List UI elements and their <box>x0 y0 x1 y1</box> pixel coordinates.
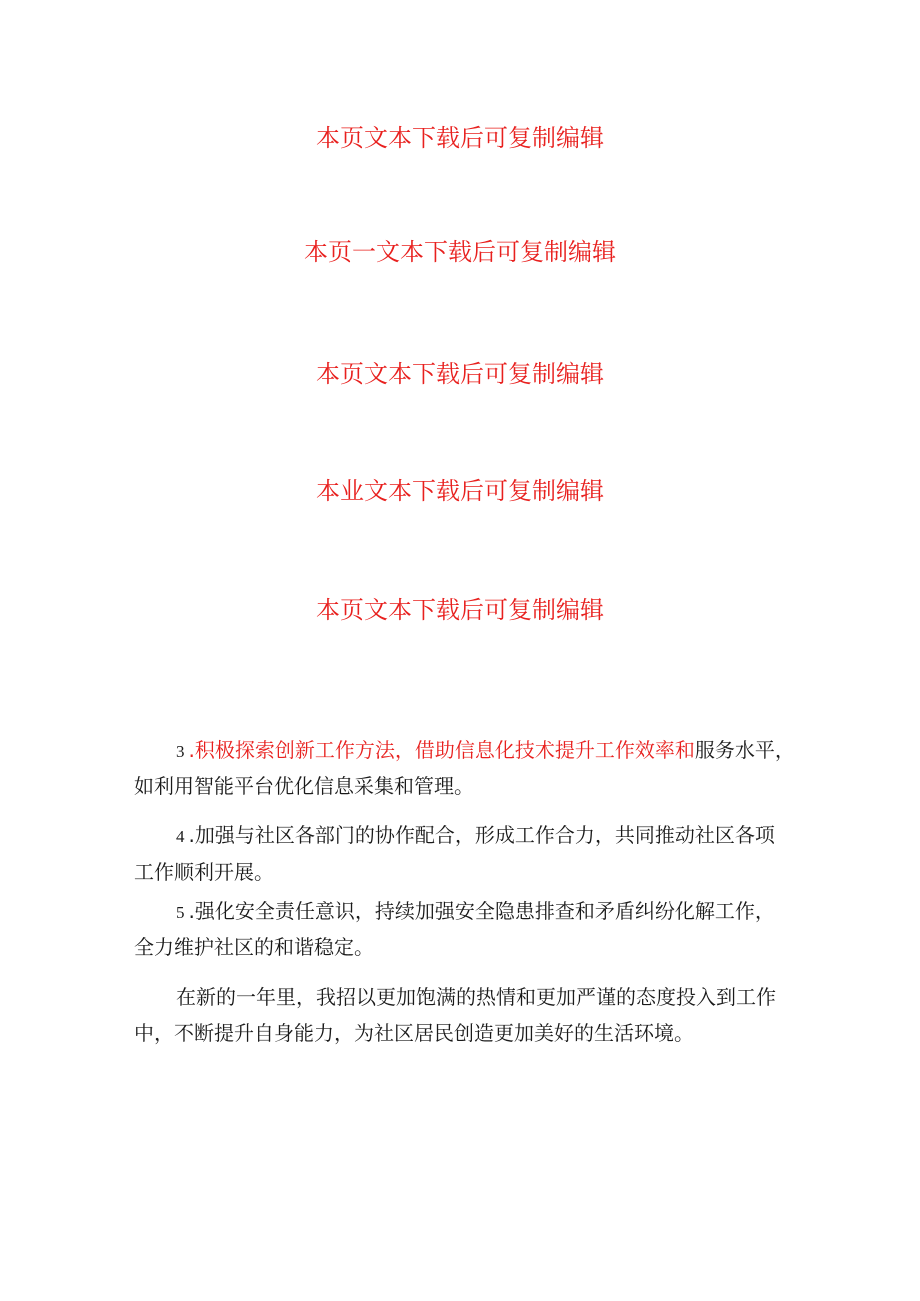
closing-line-2: 中，不断提升自身能力，为社区居民创造更加美好的生活环境。 <box>134 1021 694 1045</box>
item-5-text: .强化安全责任意识，持续加强安全隐患排查和矛盾纠纷化解工作， <box>188 899 775 923</box>
item-4-number: 4 <box>176 827 185 846</box>
item-5-line-2: 全力维护社区的和谐稳定。 <box>134 935 374 959</box>
watermark-line-3: 本页文本下载后可复制编辑 <box>316 360 604 388</box>
watermark-line-1: 本页文本下载后可复制编辑 <box>316 124 604 152</box>
item-3-line-1 <box>176 735 795 767</box>
watermark-line-4: 本业文本下载后可复制编辑 <box>316 477 604 505</box>
item-5-number: 5 <box>176 903 185 922</box>
item-4-text: .加强与社区各部门的协作配合，形成工作合力，共同推动社区各项 <box>188 823 775 847</box>
item-5-line-1 <box>176 896 775 928</box>
item-3-number: 3 <box>176 742 185 761</box>
item-3-text-rest: 服务水平， <box>694 738 795 762</box>
item-4-line-1 <box>176 820 775 852</box>
watermark-line-2: 本页一文本下载后可复制编辑 <box>304 238 616 266</box>
item-4-line-2: 工作顺利开展。 <box>134 860 274 884</box>
item-3-highlighted-text: .积极探索创新工作方法，借助信息化技术提升工作效率和 <box>188 738 695 762</box>
closing-line-1: 在新的一年里，我招以更加饱满的热情和更加严谨的态度投入到工作 <box>176 985 776 1009</box>
watermark-line-5: 本页文本下载后可复制编辑 <box>316 596 604 624</box>
item-3-line-2: 如利用智能平台优化信息采集和管理。 <box>134 774 474 798</box>
